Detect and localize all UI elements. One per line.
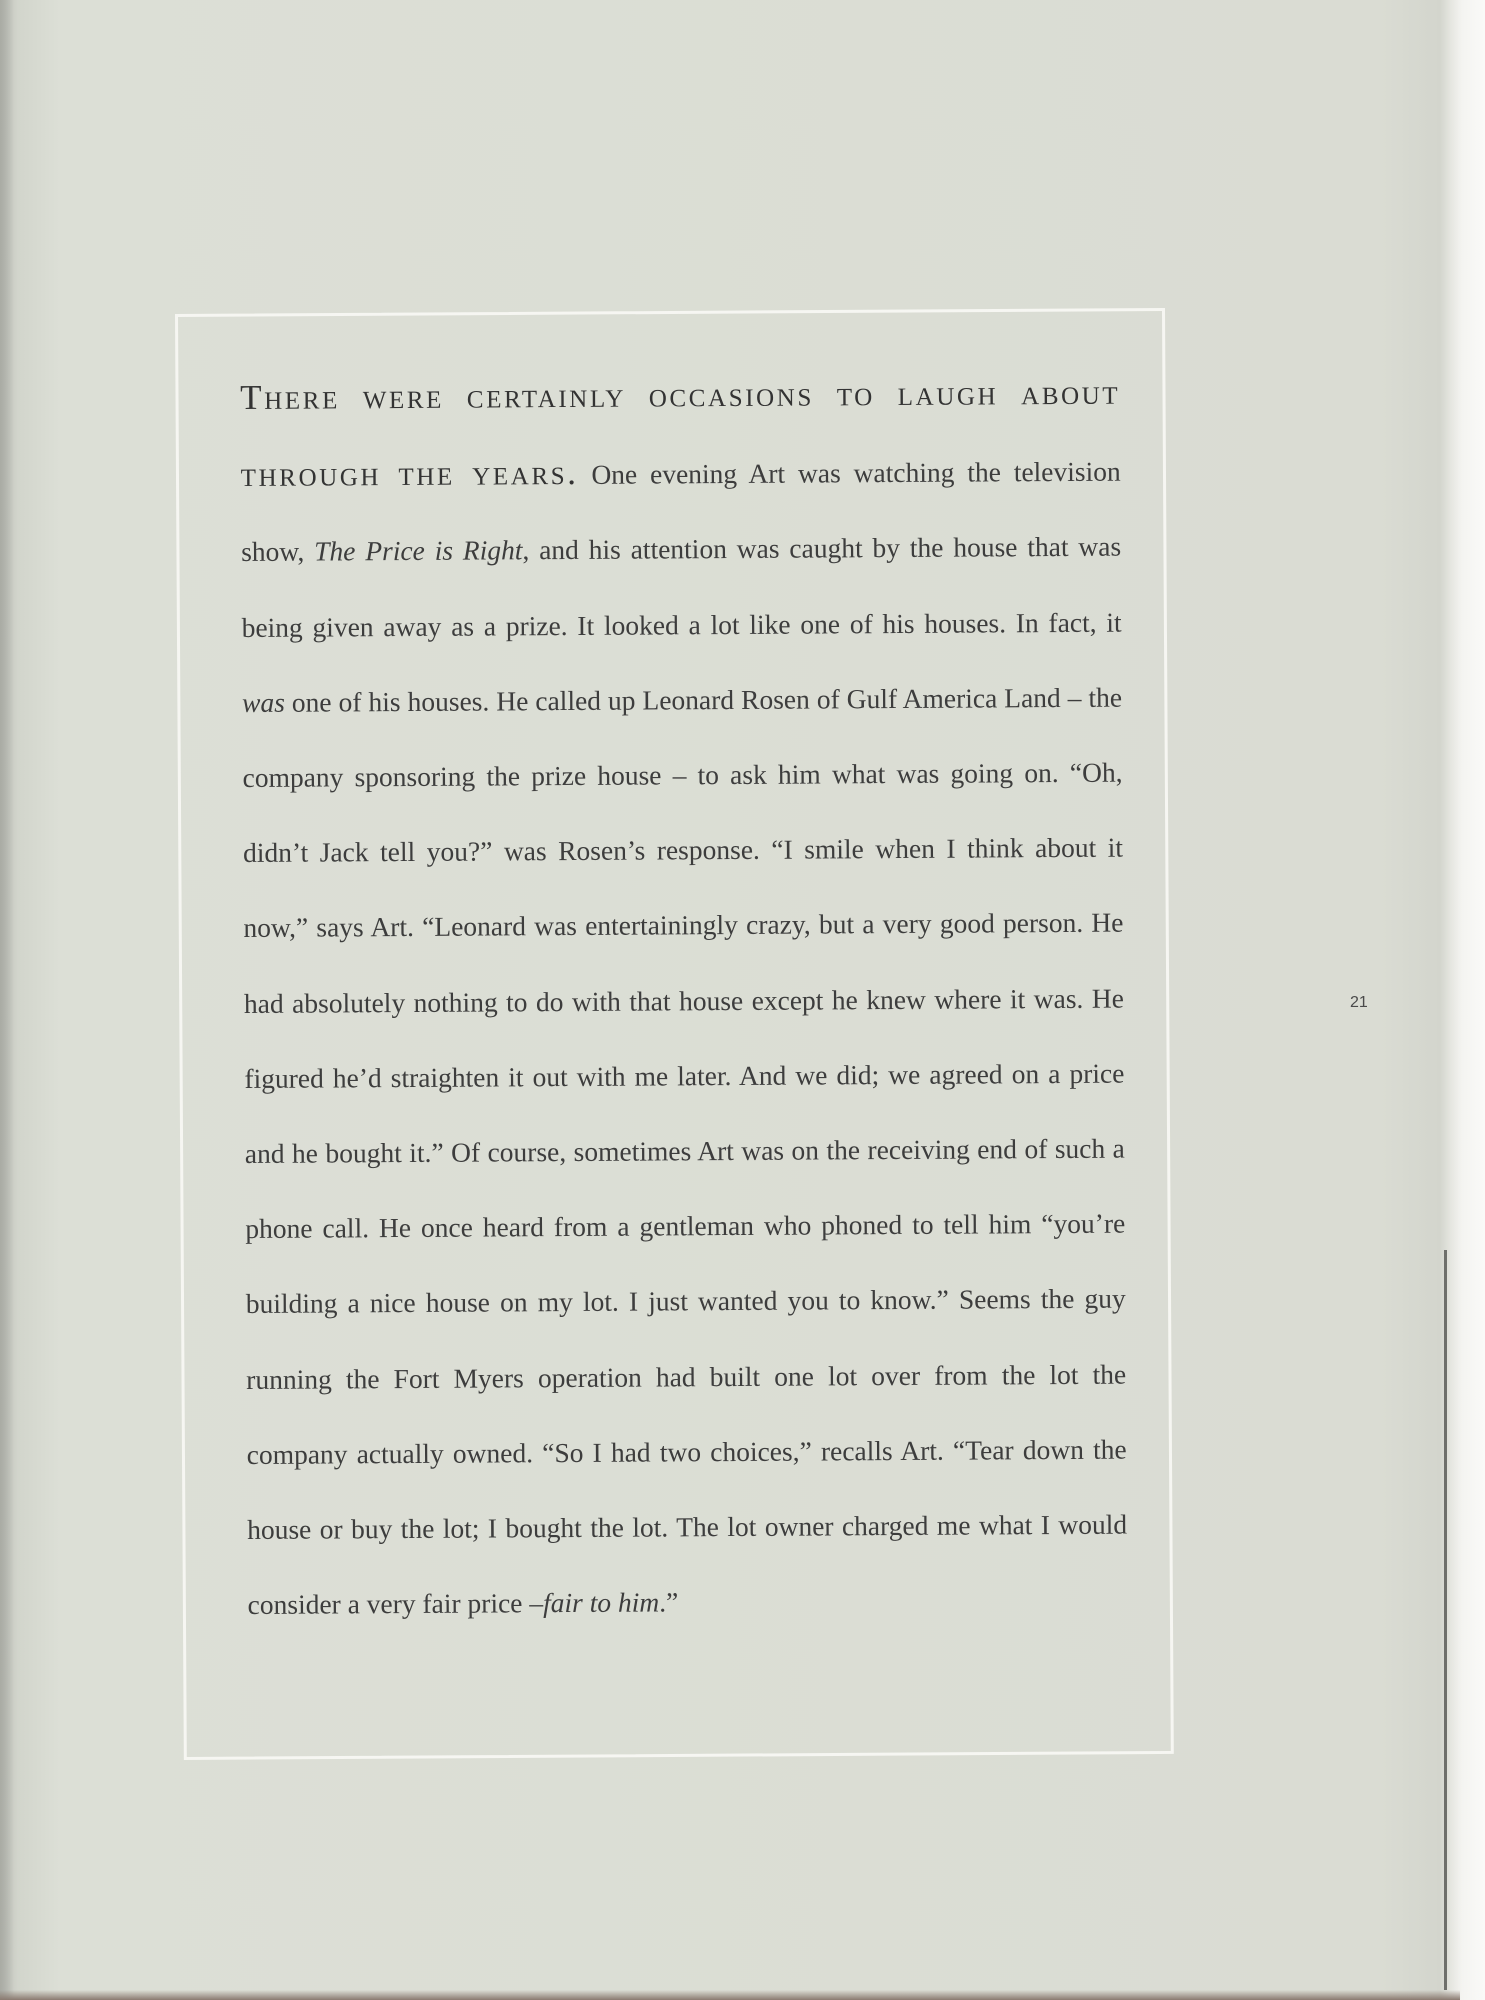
article-paragraph: [240, 355, 1128, 1643]
text-block: [240, 355, 1128, 1643]
text-segment-3: one of his houses. He called up Leonard Rosen of Gulf America Land – the company sponsoring the prize house – to ask him what was going on. “Oh, didn’t Jack tell you?” was Rosen’s response. “I smile when I think about it now,” says Art. “Leonard was entertainingly crazy, but a very good person. He had absolutely nothing to do with that house except he knew where it was. He figured he’d straighten it out with me later. And we did; we agreed on a price and he bought it.” Of course, sometimes Art was on the receiving end of such a phone call. He once heard from a gentleman who phoned to tell him “you’re building a nice house on my lot. I just wanted you to know.” Seems the guy running the Fort Myers operation had built one lot over from the lot the company actually owned. “So I had two choices,” recalls Art. “Tear down the house or buy the lot; I bought the lot. The lot owner charged me what I would consider a very fair price –: [242, 681, 1128, 1621]
page-number: 21: [1350, 994, 1368, 1011]
page-edge-line: [1444, 1250, 1447, 1990]
page-bottom-edge: [0, 1990, 1460, 2000]
gutter-shadow: [0, 0, 14, 2000]
text-segment-4: .”: [659, 1586, 679, 1618]
emphasis-fair-to-him: fair to him: [542, 1586, 660, 1619]
show-title: The Price is Right: [314, 534, 523, 567]
text-segment-1: One evening Art was watching the television show,: [241, 455, 1121, 568]
emphasis-was: was: [241, 686, 285, 718]
text-segment-2: , and his attention was caught by the house that was being given away as a prize. It looked a lot like one of his houses. In fact, it: [241, 531, 1122, 643]
lead-in-caps: There were certainly occasions to laugh about through the years.: [240, 372, 1121, 495]
